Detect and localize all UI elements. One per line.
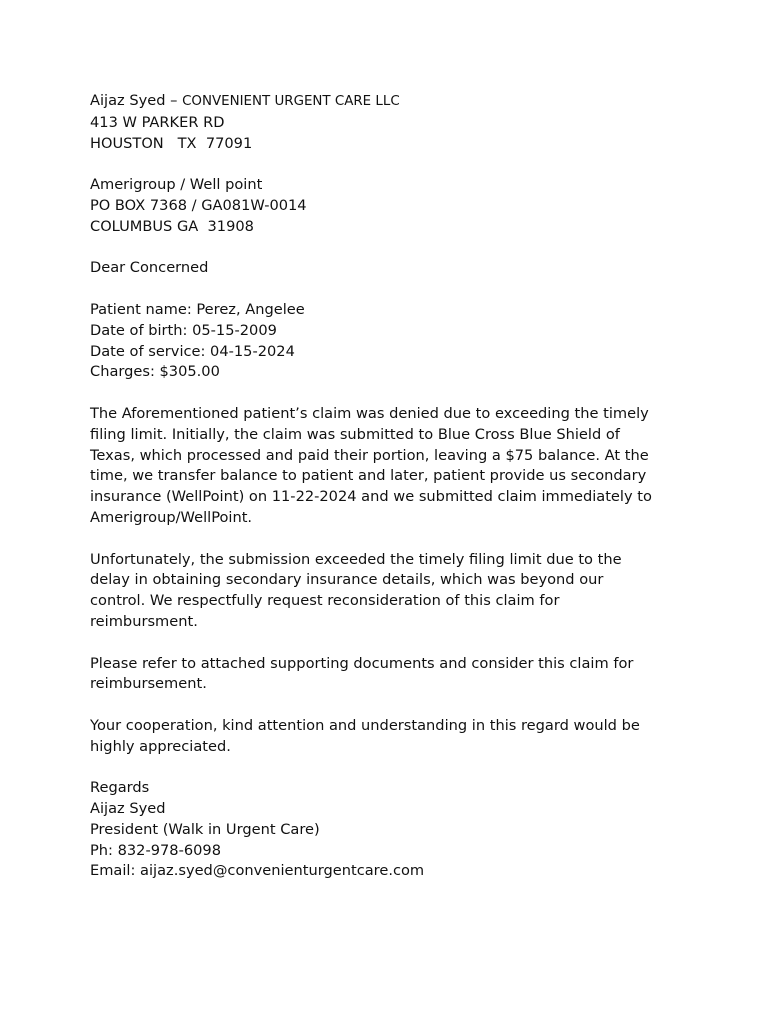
spacer <box>90 633 680 654</box>
paragraph-line: Texas, which processed and paid their portion, leaving a $75 balance. At the <box>90 446 649 464</box>
charges: Charges: $305.00 <box>90 363 220 381</box>
recipient-address-line2: COLUMBUS GA 31908 <box>90 217 254 235</box>
sender-name: Aijaz Syed <box>90 92 166 109</box>
recipient-address-line1: PO BOX 7368 / GA081W-0014 <box>90 196 307 214</box>
paragraph-line: time, we transfer balance to patient and later, patient provide us secondary <box>90 467 647 485</box>
recipient-block <box>90 175 680 237</box>
paragraph-line: highly appreciated. <box>90 737 231 755</box>
paragraph-line: Unfortunately, the submission exceeded the timely filing limit due to the <box>90 550 622 568</box>
paragraph-line: The Aforementioned patient’s claim was denied due to exceeding the timely <box>90 404 649 422</box>
sender-separator: – <box>165 92 183 109</box>
sender-address-line1: 413 W PARKER RD <box>90 113 225 131</box>
sender-header-line <box>90 91 680 113</box>
patient-details <box>90 300 680 383</box>
recipient-name: Amerigroup / Well point <box>90 176 263 194</box>
body-paragraph-1 <box>90 404 680 529</box>
salutation: Dear Concerned <box>90 259 209 277</box>
sender-company: CONVENIENT URGENT CARE LLC <box>182 94 400 109</box>
paragraph-line: reimbursement. <box>90 675 207 693</box>
spacer <box>90 383 680 404</box>
closing-title: President (Walk in Urgent Care) <box>90 820 320 838</box>
spacer <box>90 695 680 716</box>
date-of-service: Date of service: 04-15-2024 <box>90 342 295 360</box>
sender-address-line2: HOUSTON TX 77091 <box>90 134 253 152</box>
spacer <box>90 154 680 175</box>
paragraph-line: filing limit. Initially, the claim was submitted to Blue Cross Blue Shield of <box>90 425 620 443</box>
body-paragraph-3 <box>90 654 680 696</box>
paragraph-line: control. We respectfully request reconsideration of this claim for <box>90 592 560 610</box>
spacer <box>90 758 680 779</box>
paragraph-line: insurance (WellPoint) on 11-22-2024 and we submitted claim immediately to <box>90 488 652 506</box>
closing-email: Email: aijaz.syed@convenienturgentcare.com <box>90 862 425 880</box>
paragraph-line: delay in obtaining secondary insurance details, which was beyond our <box>90 571 604 589</box>
closing-block <box>90 778 680 882</box>
closing-regards: Regards <box>90 779 150 797</box>
letter-page <box>90 91 680 882</box>
closing-name: Aijaz Syed <box>90 800 166 818</box>
paragraph-line: reimbursment. <box>90 612 198 630</box>
patient-dob: Date of birth: 05-15-2009 <box>90 321 277 339</box>
paragraph-line: Amerigroup/WellPoint. <box>90 508 253 526</box>
patient-name: Patient name: Perez, Angelee <box>90 300 305 318</box>
sender-block <box>90 91 680 154</box>
spacer <box>90 238 680 259</box>
spacer <box>90 529 680 550</box>
paragraph-line: Your cooperation, kind attention and understanding in this regard would be <box>90 716 640 734</box>
body-paragraph-2 <box>90 550 680 633</box>
closing-phone: Ph: 832-978-6098 <box>90 841 221 859</box>
paragraph-line: Please refer to attached supporting documents and consider this claim for <box>90 654 634 672</box>
body-paragraph-4 <box>90 716 680 758</box>
spacer <box>90 279 680 300</box>
